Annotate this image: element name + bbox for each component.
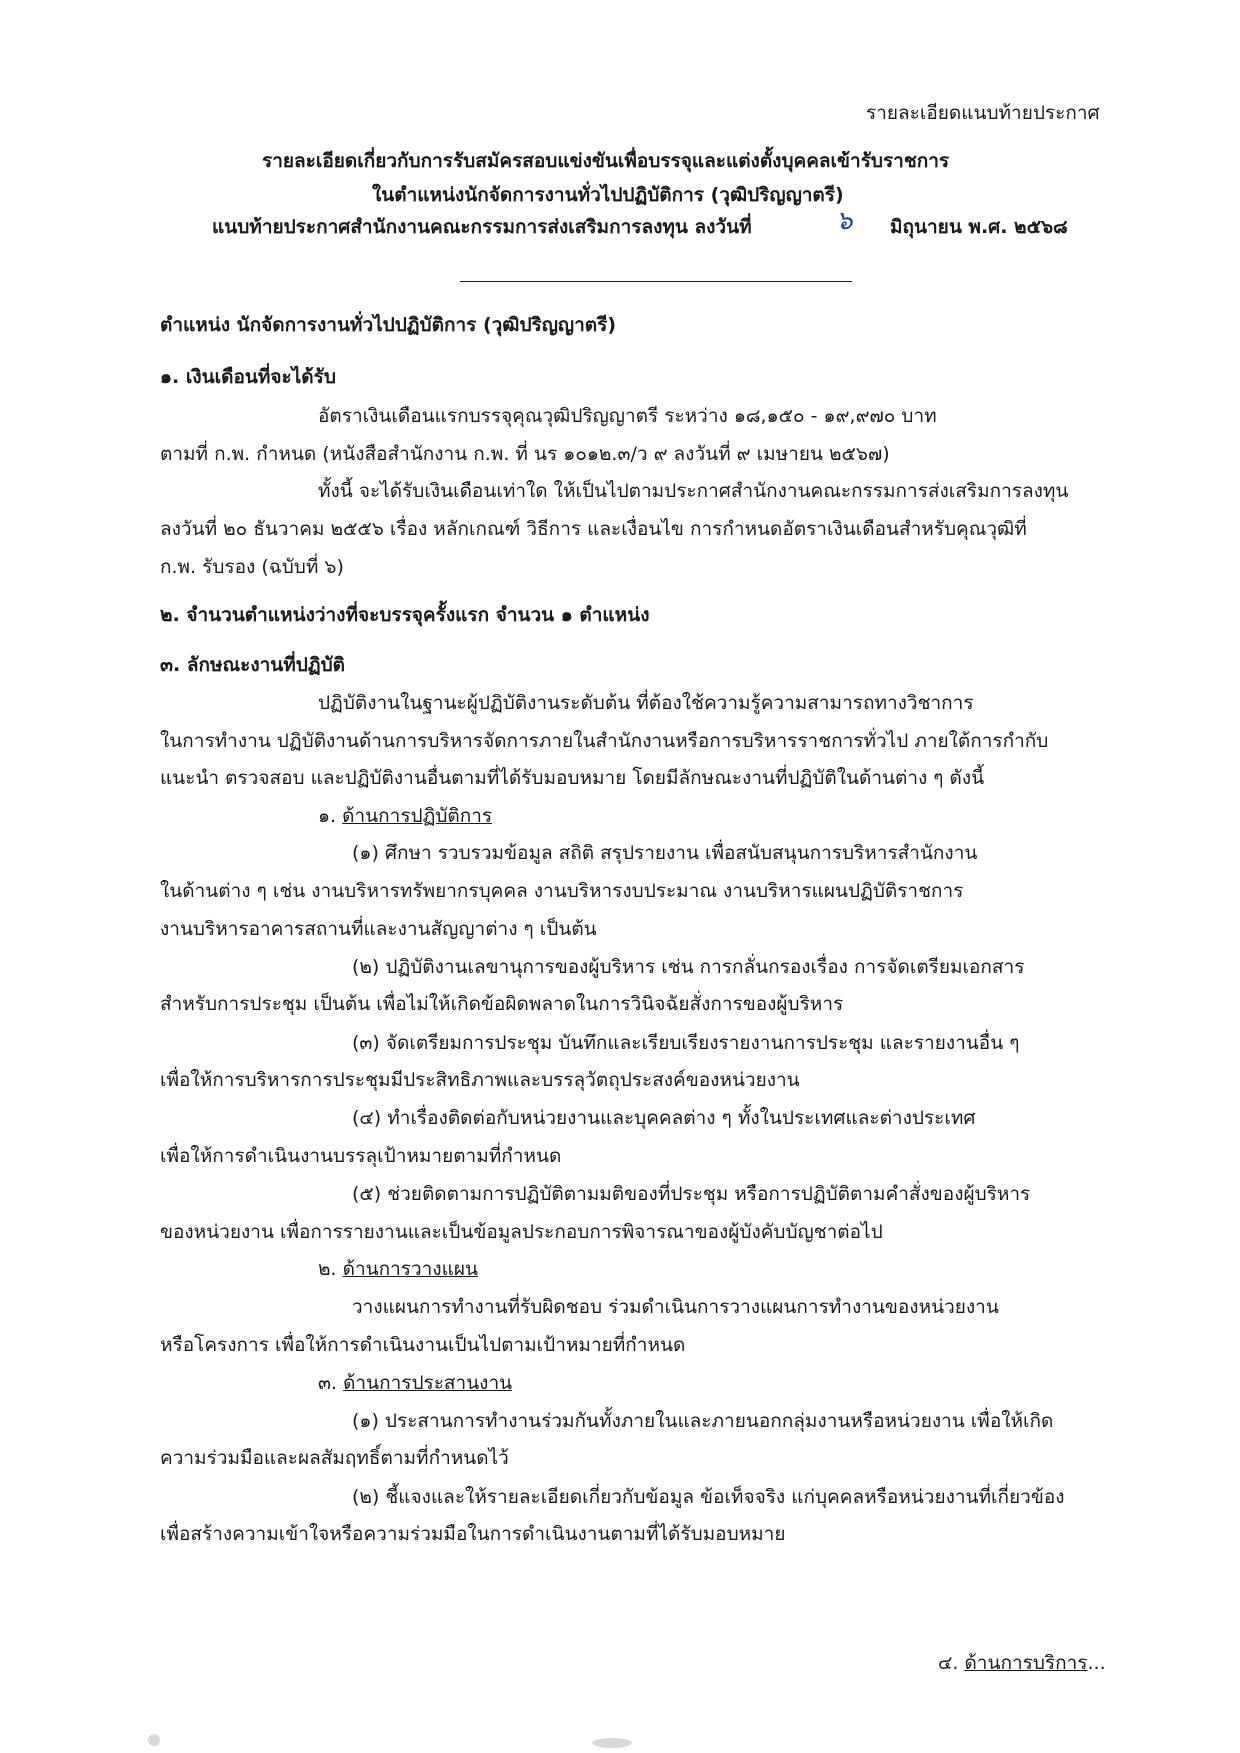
section-3-intro-line-1: ปฏิบัติงานในฐานะผู้ปฏิบัติงานระดับต้น ที่ต้องใช้ความรู้ความสามารถทางวิชาการ	[318, 692, 974, 714]
continuation-ellipsis: ...	[1087, 1652, 1106, 1674]
sub3-item-1-line-2: ความร่วมมือและผลสัมฤทธิ์ตามที่กำหนดไว้	[160, 1447, 509, 1469]
sub2-line-1: วางแผนการทำงานที่รับผิดชอบ ร่วมดำเนินการวางแผนการทำงานของหน่วยงาน	[352, 1296, 999, 1318]
subsection-2-heading	[318, 1256, 478, 1282]
sub1-item-5-line-2: ของหน่วยงาน เพื่อการรายงานและเป็นข้อมูลประกอบการพิจารณาของผู้บังคับบัญชาต่อไป	[160, 1221, 883, 1243]
continuation-title: ด้านการบริการ	[964, 1652, 1088, 1674]
subsection-2-title: ด้านการวางแผน	[342, 1258, 478, 1280]
document-title-line-2: ในตำแหน่งนักจัดการงานทั่วไปปฏิบัติการ (วุฒิปริญญาตรี)	[372, 184, 844, 206]
annex-label: รายละเอียดแนบท้ายประกาศ	[866, 102, 1100, 124]
section-1-note-line-3: ก.พ. รับรอง (ฉบับที่ ๖)	[160, 556, 344, 578]
subsection-1-title: ด้านการปฏิบัติการ	[342, 805, 493, 827]
sub1-item-4-line-1: (๔) ทำเรื่องติดต่อกับหน่วยงานและบุคคลต่าง ๆ ทั้งในประเทศและต่างประเทศ	[352, 1107, 976, 1129]
subsection-3-title: ด้านการประสานงาน	[343, 1372, 513, 1394]
section-1-heading: ๑. เงินเดือนที่จะได้รับ	[160, 366, 336, 388]
continuation-footer	[938, 1650, 1106, 1676]
sub3-item-2-line-2: เพื่อสร้างความเข้าใจหรือความร่วมมือในการดำเนินงานตามที่ได้รับมอบหมาย	[160, 1523, 786, 1545]
sub1-item-2-line-1: (๒) ปฏิบัติงานเลขานุการของผู้บริหาร เช่น การกลั่นกรองเรื่อง การจัดเตรียมเอกสาร	[352, 956, 1025, 978]
sub1-item-4-line-2: เพื่อให้การดำเนินงานบรรลุเป้าหมายตามที่กำหนด	[160, 1145, 562, 1167]
sub1-item-1-line-2: ในด้านต่าง ๆ เช่น งานบริหารทรัพยากรบุคคล งานบริหารงบประมาณ งานบริหารแผนปฏิบัติราชการ	[160, 880, 964, 902]
sub1-item-1-line-3: งานบริหารอาคารสถานที่และงานสัญญาต่าง ๆ เป็นต้น	[160, 918, 597, 940]
sub1-item-2-line-2: สำหรับการประชุม เป็นต้น เพื่อไม่ให้เกิดข้อผิดพลาดในการวินิจฉัยสั่งการของผู้บริหาร	[160, 993, 844, 1015]
section-3-intro-line-3: แนะนำ ตรวจสอบ และปฏิบัติงานอื่นตามที่ได้รับมอบหมาย โดยมีลักษณะงานที่ปฏิบัติในด้านต่าง ๆ ดังนี้	[160, 767, 985, 789]
document-title-line-3	[212, 214, 752, 240]
section-1-salary-line-2: ตามที่ ก.พ. กำหนด (หนังสือสำนักงาน ก.พ. ที่ นร ๑๐๑๒.๓/ว ๙ ลงวันที่ ๙ เมษายน ๒๕๖๗)	[160, 443, 890, 465]
sub2-line-2: หรือโครงการ เพื่อให้การดำเนินงานเป็นไปตามเป้าหมายที่กำหนด	[160, 1334, 686, 1356]
sub1-item-3-line-2: เพื่อให้การบริหารการประชุมมีประสิทธิภาพและบรรลุวัตถุประสงค์ของหน่วยงาน	[160, 1069, 800, 1091]
scan-mark-center	[592, 1738, 632, 1748]
scan-mark-left	[148, 1734, 160, 1746]
subsection-2-number: ๒.	[318, 1258, 337, 1280]
section-3-heading: ๓. ลักษณะงานที่ปฏิบัติ	[160, 654, 345, 676]
sub1-item-5-line-1: (๕) ช่วยติดตามการปฏิบัติตามมติของที่ประชุม หรือการปฏิบัติตามคำสั่งของผู้บริหาร	[352, 1183, 1031, 1205]
title-date-month-year: มิถุนายน พ.ศ. ๒๕๖๘	[890, 216, 1068, 238]
handwritten-day: ๖	[836, 206, 853, 236]
section-3-intro-line-2: ในการทำงาน ปฏิบัติงานด้านการบริหารจัดการภายในสำนักงานหรือการบริหารราชการทั่วไป ภายใต้การกำกับ	[160, 730, 1049, 752]
sub3-item-1-line-1: (๑) ประสานการทำงานร่วมกันทั้งภายในและภายนอกกลุ่มงานหรือหน่วยงาน เพื่อให้เกิด	[352, 1410, 1054, 1432]
sub1-item-3-line-1: (๓) จัดเตรียมการประชุม บันทึกและเรียบเรียงรายงานการประชุม และรายงานอื่น ๆ	[352, 1032, 1020, 1054]
document-title-line-1: รายละเอียดเกี่ยวกับการรับสมัครสอบแข่งขันเพื่อบรรจุและแต่งตั้งบุคคลเข้ารับราชการ	[262, 150, 950, 172]
sub3-item-2-line-1: (๒) ชี้แจงและให้รายละเอียดเกี่ยวกับข้อมูล ข้อเท็จจริง แก่บุคคลหรือหน่วยงานที่เกี่ยวข้อง	[352, 1486, 1065, 1508]
subsection-1-number: ๑.	[318, 805, 337, 827]
subsection-1-heading	[318, 803, 492, 829]
section-1-note-line-2: ลงวันที่ ๒๐ ธันวาคม ๒๕๕๖ เรื่อง หลักเกณฑ์ วิธีการ และเงื่อนไข การกำหนดอัตราเงินเดือนสำหรับคุณวุฒิที่	[160, 518, 1027, 540]
title-divider	[460, 281, 852, 282]
subsection-3-heading	[318, 1370, 512, 1396]
section-1-note-line-1: ทั้งนี้ จะได้รับเงินเดือนเท่าใด ให้เป็นไปตามประกาศสำนักงานคณะกรรมการส่งเสริมการลงทุน	[318, 480, 1069, 502]
section-1-salary-line-1: อัตราเงินเดือนแรกบรรจุคุณวุฒิปริญญาตรี ระหว่าง ๑๘,๑๕๐ - ๑๙,๙๗๐ บาท	[318, 405, 937, 427]
section-2-heading: ๒. จำนวนตำแหน่งว่างที่จะบรรจุครั้งแรก จำนวน ๑ ตำแหน่ง	[160, 604, 650, 626]
sub1-item-1-line-1: (๑) ศึกษา รวบรวมข้อมูล สถิติ สรุปรายงาน เพื่อสนับสนุนการบริหารสำนักงาน	[352, 842, 978, 864]
title-line-3-text: แนบท้ายประกาศสำนักงานคณะกรรมการส่งเสริมการลงทุน ลงวันที่	[212, 216, 752, 238]
subsection-3-number: ๓.	[318, 1372, 338, 1394]
position-heading: ตำแหน่ง นักจัดการงานทั่วไปปฏิบัติการ (วุฒิปริญญาตรี)	[160, 314, 617, 336]
continuation-number: ๔.	[938, 1652, 959, 1674]
